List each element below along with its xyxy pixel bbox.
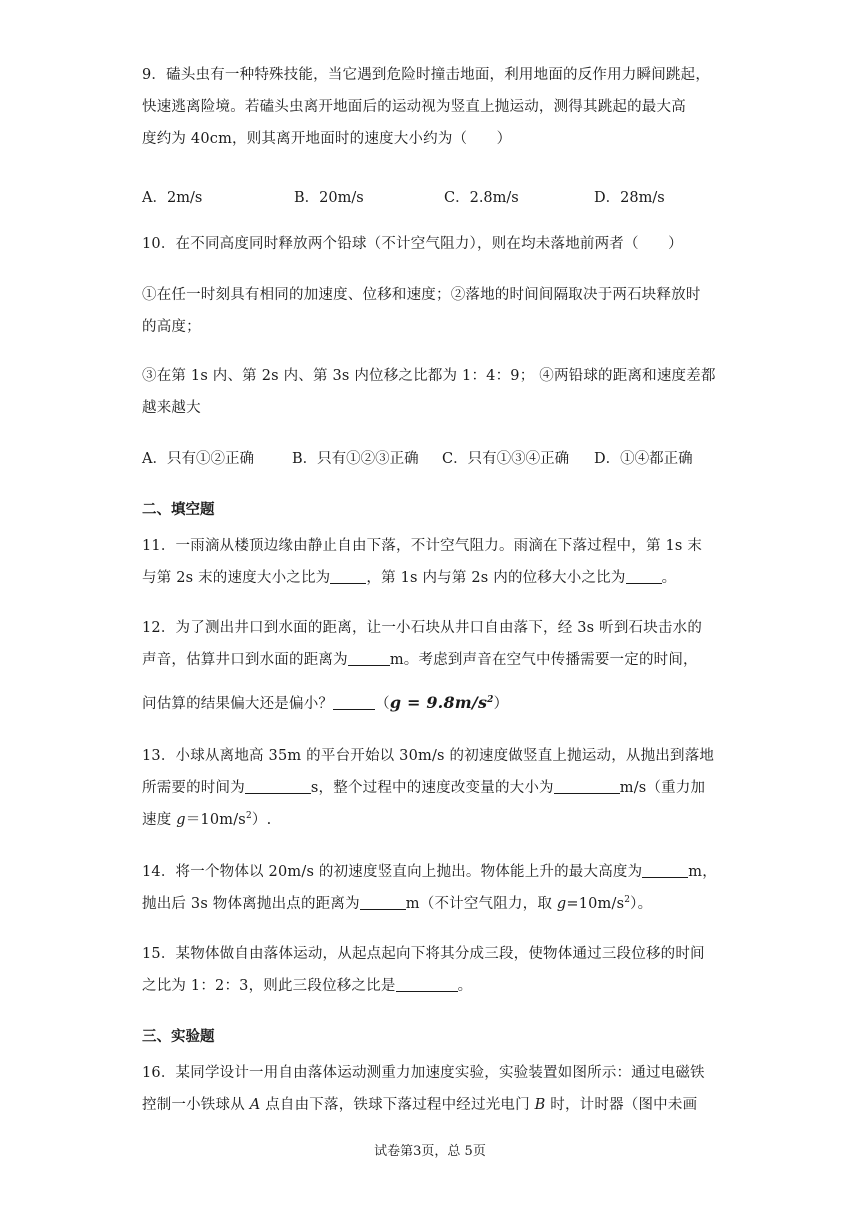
question-12-text-a: 声音，估算井口到水面的距离为 (142, 652, 348, 668)
answer-blank[interactable] (626, 567, 662, 584)
question-16-text-c: 时，计时器（图中未画 (545, 1097, 698, 1113)
question-14-text-a: 14．将一个物体以 20m/s 的初速度竖直向上抛出。物体能上升的最大高度为 (142, 864, 643, 880)
question-13-line-2 (142, 772, 722, 804)
question-13-text-e: ＝10m/s (185, 812, 246, 828)
question-13-line-3 (142, 804, 722, 836)
exponent: 2 (624, 895, 631, 905)
gravity-symbol: g (176, 812, 186, 828)
question-10-statements-b (142, 360, 722, 424)
question-10-option-c: C．只有①③④正确 (442, 451, 570, 467)
question-10-line-2: ①在任一时刻具有相同的加速度、位移和速度；②落地的时间间隔取决于两石块释放时 (142, 287, 701, 303)
question-10-options (142, 443, 742, 475)
section-heading-experiment: 三、实验题 (142, 1029, 215, 1045)
question-10-line-3: 的高度； (142, 319, 201, 335)
question-10-stem: 10．在不同高度同时释放两个铅球（不计空气阻力），则在均未落地前两者（ ） (142, 236, 683, 252)
question-10 (142, 228, 722, 260)
question-9-option-d: D．28m/s (594, 190, 665, 206)
question-10-line-5: 越来越大 (142, 400, 201, 416)
question-12 (142, 612, 722, 676)
answer-blank[interactable] (396, 975, 458, 992)
answer-blank[interactable] (330, 567, 366, 584)
question-9-option-c: C．2.8m/s (444, 190, 519, 206)
question-14-text-c: 抛出后 3s 物体离抛出点的距离为 (142, 896, 360, 912)
question-13-text-b: s，整个过程中的速度改变量的大小为 (310, 780, 554, 796)
question-12-paren-close: ） (493, 696, 509, 712)
question-12-text-c: 问估算的结果偏大还是偏小？ (142, 696, 334, 712)
point-a-label: A (249, 1097, 261, 1113)
question-9-line-1: 9．磕头虫有一种特殊技能，当它遇到危险时撞击地面，利用地面的反作用力瞬间跳起， (142, 67, 711, 83)
question-13-text-a: 所需要的时间为 (142, 780, 245, 796)
question-9-line-2: 快速逃离险境。若磕头虫离开地面后的运动视为竖直上抛运动，测得其跳起的最大高 (142, 99, 686, 115)
question-11-line-2 (142, 562, 722, 594)
question-14-text-f: ）。 (630, 896, 653, 912)
question-15-text-a: 之比为 1：2：3，则此三段位移之比是 (142, 978, 396, 994)
question-16-line-1: 16．某同学设计一用自由落体运动测重力加速度实验，实验装置如图所示：通过电磁铁 (142, 1065, 705, 1081)
answer-blank[interactable] (360, 893, 406, 910)
gravity-exponent: 2 (487, 695, 494, 705)
question-13 (142, 740, 722, 836)
question-12-line-1: 12．为了测出井口到水面的距离，让一小石块从井口自由落下，经 3s 听到石块击水的 (142, 620, 703, 636)
question-12-text-b: m。考虑到声音在空气中传播需要一定的时间， (389, 652, 698, 668)
question-12-paren-open: （ (375, 696, 390, 712)
question-12-line-3-wrap (142, 687, 722, 720)
question-13-text-d: 速度 (142, 812, 177, 828)
question-16 (142, 1057, 722, 1121)
answer-blank[interactable] (348, 649, 390, 666)
question-13-line-1: 13．小球从离地高 35m 的平台开始以 30m/s 的初速度做竖直上抛运动，从抛出到落地 (142, 748, 715, 764)
question-11-text-c: 。 (661, 570, 677, 586)
question-11-line-1: 11．一雨滴从楼顶边缘由静止自由下落，不计空气阻力。雨滴在下落过程中，第 1s 末 (142, 538, 703, 554)
question-9 (142, 59, 722, 155)
question-15-line-2 (142, 970, 722, 1002)
answer-blank[interactable] (333, 693, 375, 710)
question-11-text-a: 与第 2s 末的速度大小之比为 (142, 570, 331, 586)
question-12-line-2 (142, 644, 722, 676)
question-9-options (142, 182, 742, 214)
question-14-line-2 (142, 888, 722, 920)
question-12-line-3 (142, 687, 722, 720)
question-10-option-d: D．①④都正确 (594, 451, 693, 467)
question-10-statements-a (142, 279, 722, 343)
question-9-option-a: A．2m/s (142, 190, 203, 206)
question-11 (142, 530, 722, 594)
gravity-symbol: g (556, 896, 567, 912)
question-15-line-1: 15．某物体做自由落体运动，从起点起向下将其分成三段，使物体通过三段位移的时间 (142, 946, 705, 962)
question-10-option-a: A．只有①②正确 (142, 451, 254, 467)
answer-blank[interactable] (554, 777, 620, 794)
question-14 (142, 856, 722, 920)
question-15-text-b: 。 (457, 978, 473, 994)
question-10-line-4: ③在第 1s 内、第 2s 内、第 3s 内位移之比都为 1：4：9； ④两铅球的距离和速度差都 (142, 368, 716, 384)
question-9-line-3: 度约为 40cm，则其离开地面时的速度大小约为（ ） (142, 131, 512, 147)
point-b-label: B (534, 1097, 546, 1113)
question-16-text-a: 控制一小铁球从 (142, 1097, 250, 1113)
question-15 (142, 938, 722, 1002)
question-16-text-b: 点自由下落，铁球下落过程中经过光电门 (260, 1097, 535, 1113)
question-14-line-1 (142, 856, 722, 888)
section-heading-fill-in: 二、填空题 (142, 502, 215, 518)
exponent: 2 (245, 811, 252, 821)
question-14-text-e: =10m/s (566, 896, 625, 912)
question-14-text-b: m， (688, 864, 717, 880)
question-13-text-c: m/s（重力加 (619, 780, 706, 796)
question-10-option-b: B．只有①②③正确 (292, 451, 419, 467)
page-footer: 试卷第3页，总 5页 (374, 1144, 486, 1159)
question-16-line-2 (142, 1089, 722, 1121)
question-11-text-b: ，第 1s 内与第 2s 内的位移大小之比为 (366, 570, 626, 586)
gravity-formula (390, 693, 494, 712)
gravity-symbol: g (389, 693, 402, 712)
question-14-text-d: m（不计空气阻力，取 (405, 896, 557, 912)
gravity-value: = 9.8m/s (401, 693, 488, 712)
answer-blank[interactable] (245, 777, 311, 794)
answer-blank[interactable] (642, 861, 688, 878)
question-9-option-b: B．20m/s (294, 190, 364, 206)
question-13-text-f: ）. (251, 812, 272, 828)
